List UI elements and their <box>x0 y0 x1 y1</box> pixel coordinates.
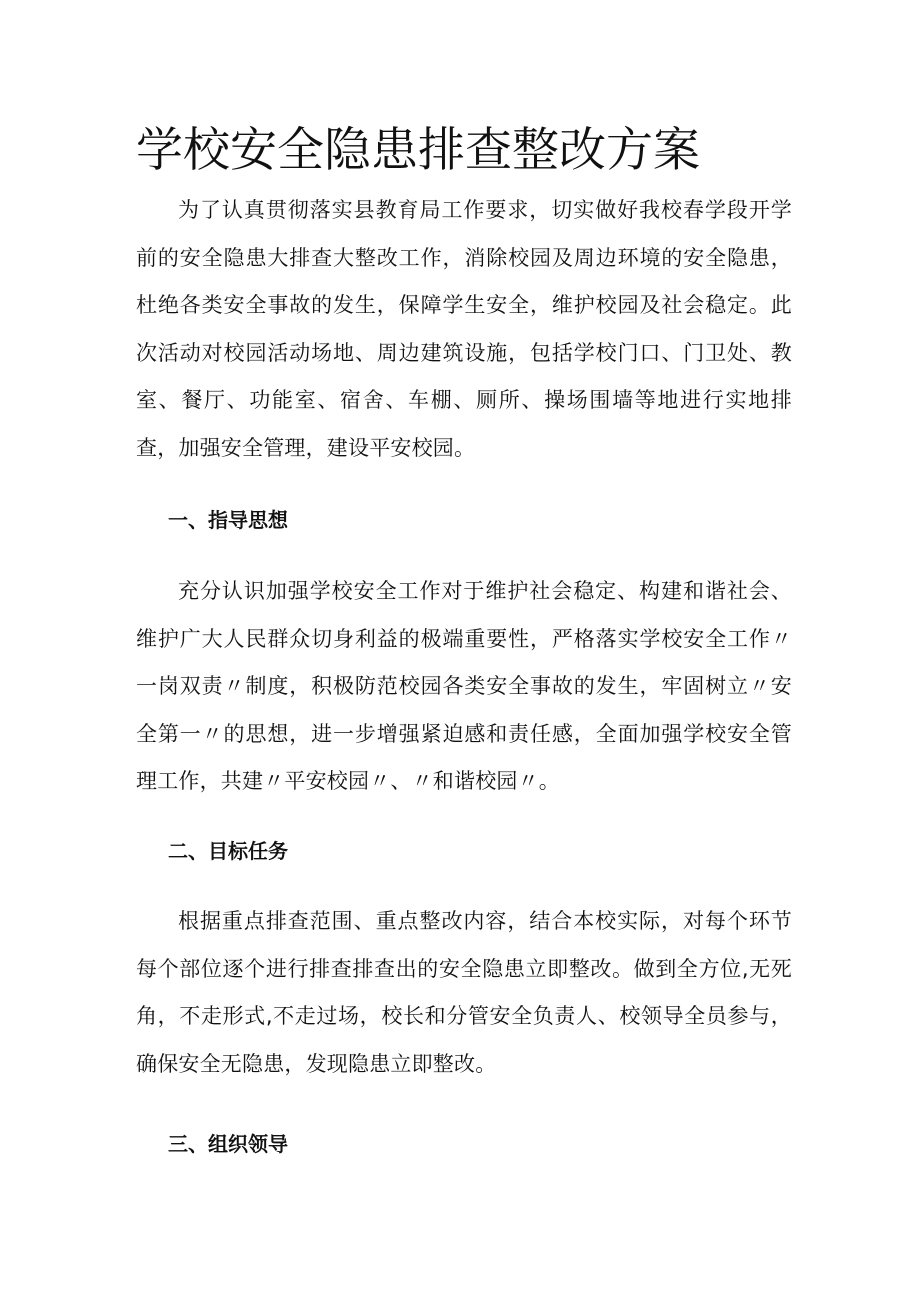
section-heading-guiding-ideology: 一、指导思想 <box>168 508 288 532</box>
section-heading-organization: 三、组织领导 <box>168 1132 288 1156</box>
section-body-goals-tasks: 根据重点排查范围、重点整改内容，结合本校实际，对每个环节每个部位逐个进行排查排查出的安全隐患立即整改。做到全方位,无死角，不走形式,不走过场，校长和分管安全负责人、校领导全员参与，确保安全无隐患，发现隐患立即整改。 <box>136 909 792 1076</box>
section-body-guiding-ideology: 充分认识加强学校安全工作对于维护社会稳定、构建和谐社会、维护广大人民群众切身利益的极端重要性，严格落实学校安全工作〃一岗双责〃制度，积极防范校园各类安全事故的发生，牢固树立〃安全第一〃的思想，进一步增强紧迫感和责任感，全面加强学校安全管理工作，共建〃平安校园〃、〃和谐校园〃。 <box>136 579 792 793</box>
section-heading-goals-tasks: 二、目标任务 <box>168 839 288 863</box>
intro-paragraph: 为了认真贯彻落实县教育局工作要求，切实做好我校春学段开学前的安全隐患大排查大整改工作，消除校园及周边环境的安全隐患，杜绝各类安全事故的发生，保障学生安全，维护校园及社会稳定。此次活动对校园活动场地、周边建筑设施，包括学校门口、门卫处、教室、餐厅、功能室、宿舍、车棚、厕所、操场围墙等地进行实地排查，加强安全管理，建设平安校园。 <box>136 198 792 460</box>
document-title: 学校安全隐患排查整改方案 <box>136 123 700 178</box>
